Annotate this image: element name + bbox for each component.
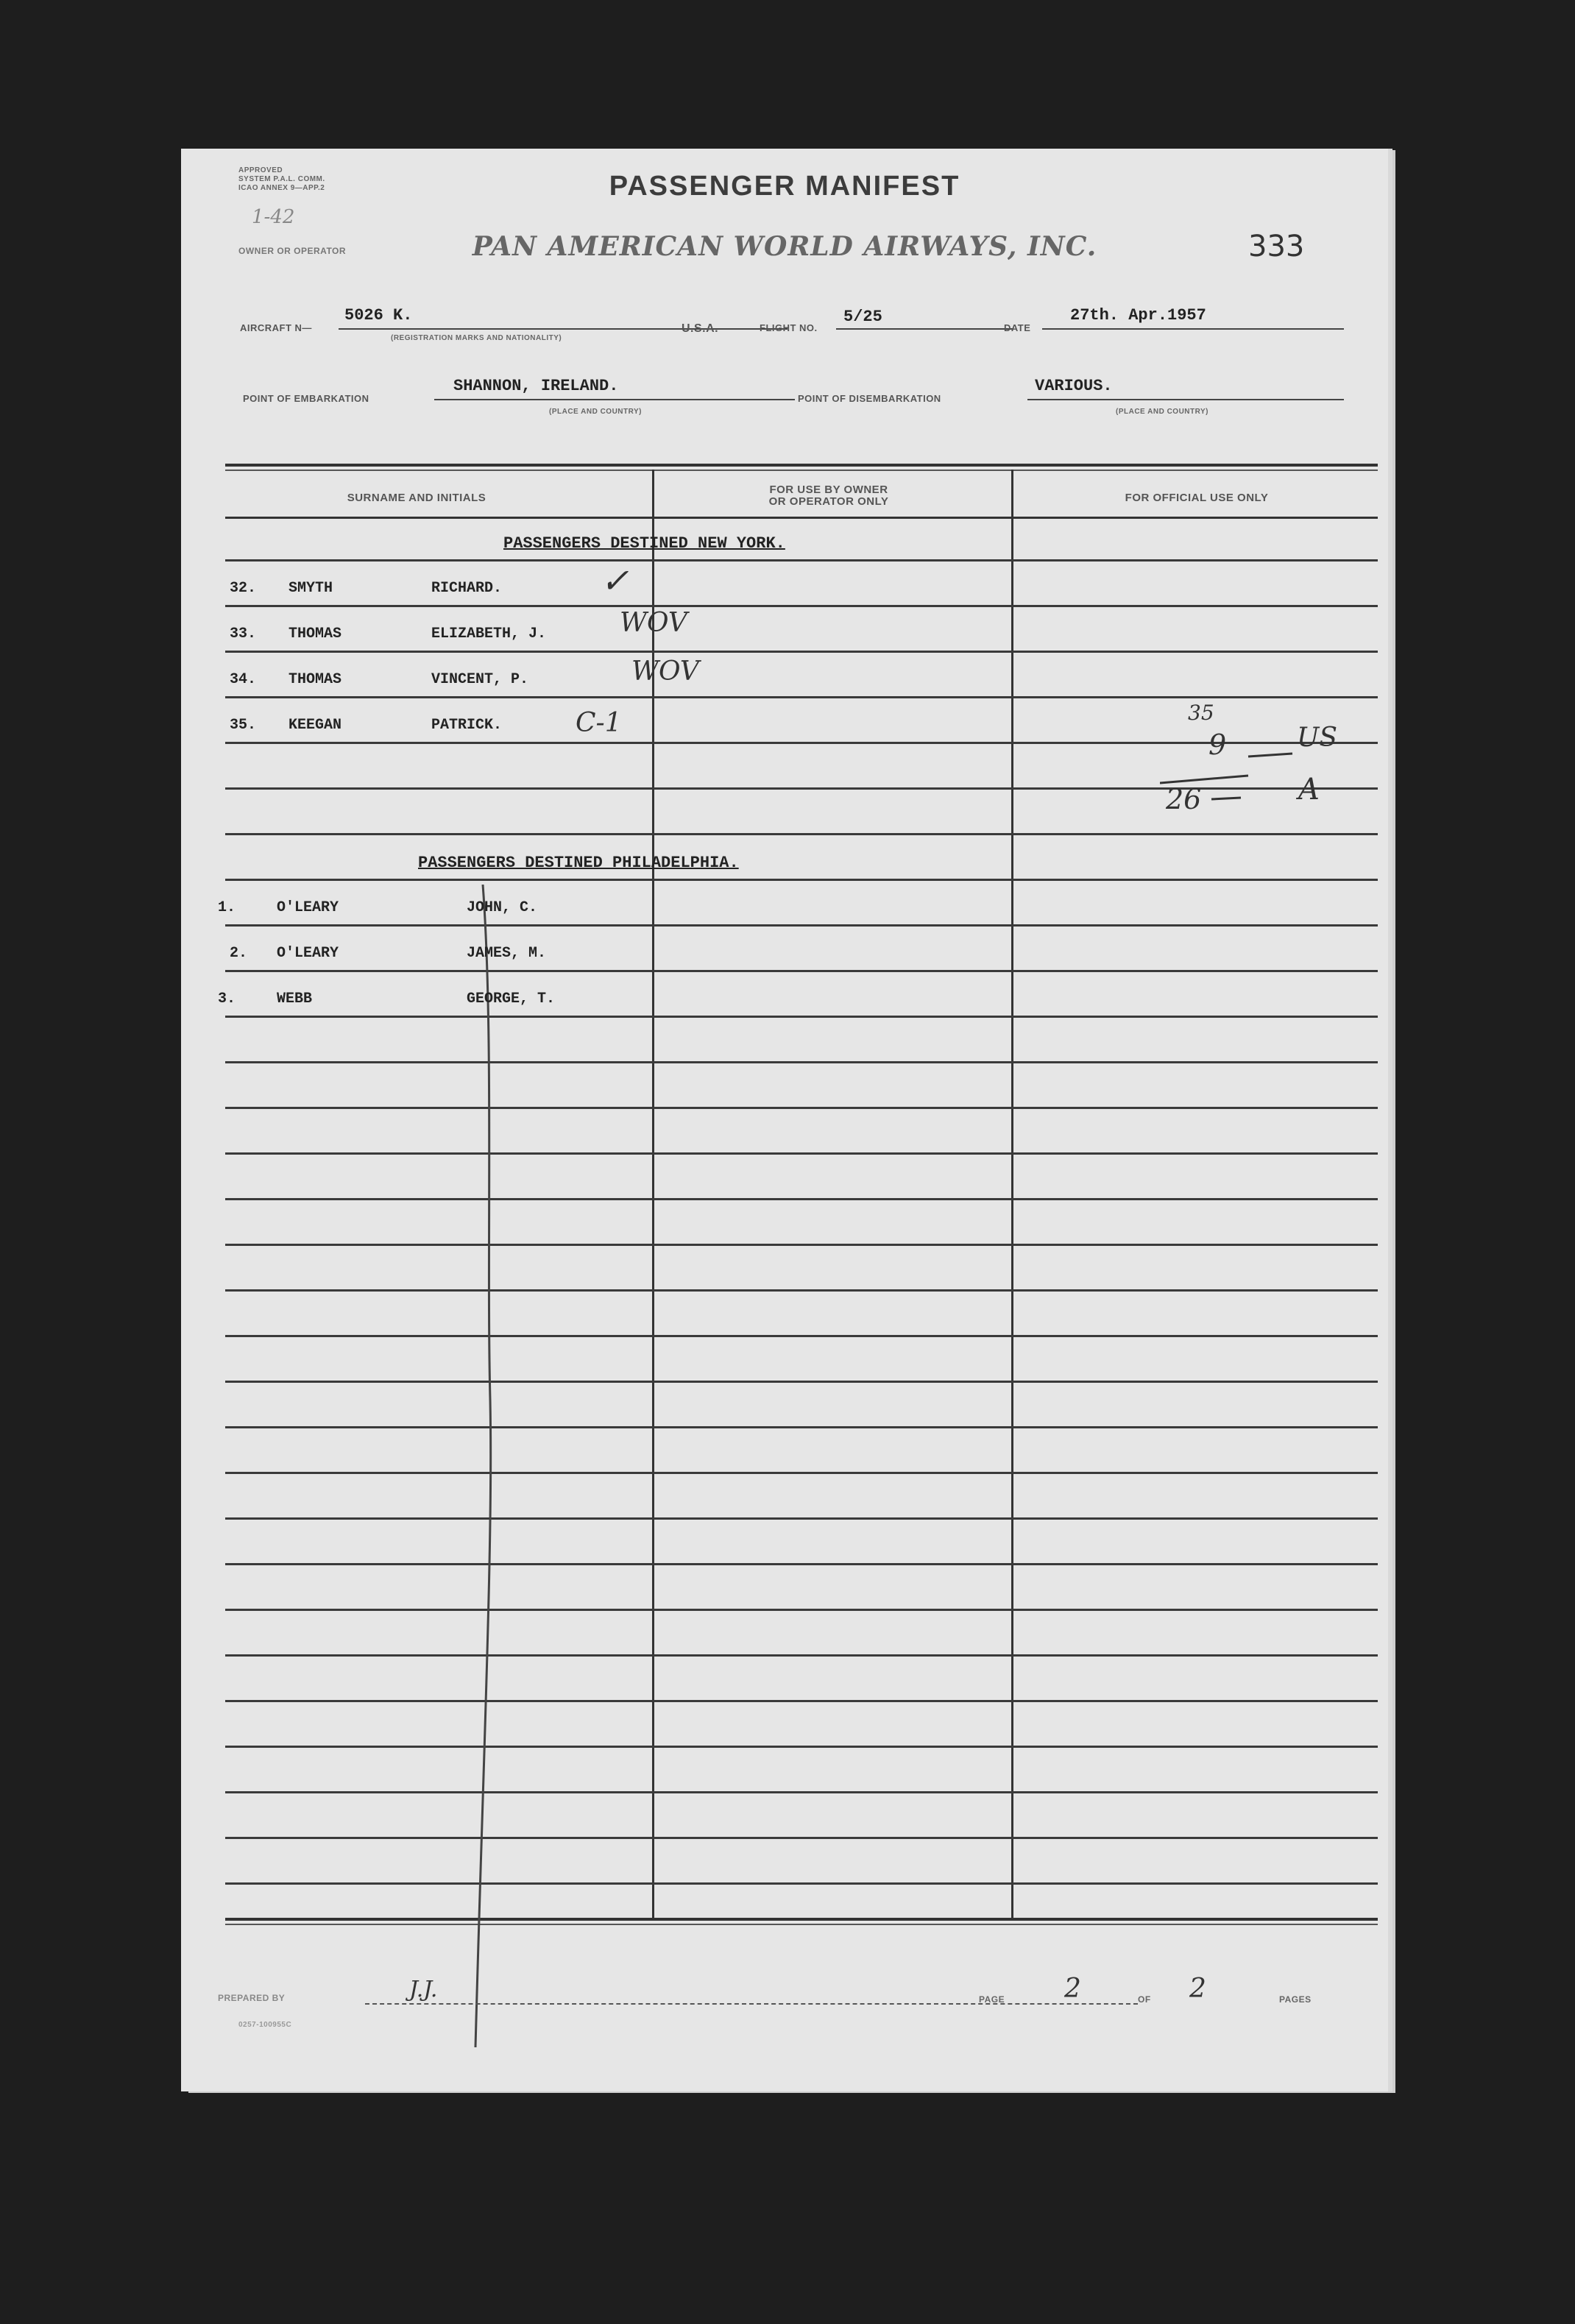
date-value: 27th. Apr.1957 [1070, 306, 1206, 325]
phl-row-num: 3. [218, 991, 236, 1007]
table-bottom-rule-2 [225, 1924, 1378, 1925]
philadelphia-heading: PASSENGERS DESTINED PHILADELPHIA. [418, 854, 739, 872]
airline-name: PAN AMERICAN WORLD AIRWAYS, INC. [472, 231, 1097, 262]
row-rule [225, 1152, 1378, 1155]
phl-row-surname: O'LEARY [277, 899, 339, 916]
row-rule [225, 1107, 1378, 1109]
pages-label: PAGES [1279, 1994, 1312, 2005]
date-underline [1042, 328, 1344, 330]
new-york-heading: PASSENGERS DESTINED NEW YORK. [503, 534, 785, 553]
of-label: OF [1138, 1994, 1151, 2005]
disembark-value: VARIOUS. [1035, 377, 1113, 395]
table-bottom-rule-1 [225, 1918, 1378, 1921]
row-rule [225, 924, 1378, 927]
row-rule [225, 1746, 1378, 1748]
col-official-header: FOR OFFICIAL USE ONLY [1125, 492, 1269, 504]
tally-top: 35 [1188, 701, 1214, 725]
col-surname-header: SURNAME AND INITIALS [347, 492, 486, 504]
col-owner-header-line-1: FOR USE BY OWNER [769, 483, 888, 496]
row-rule [225, 1882, 1378, 1885]
embark-sub: (PLACE AND COUNTRY) [549, 408, 642, 416]
flight-value: 5/25 [843, 308, 882, 326]
phl-row-num: 1. [218, 899, 236, 916]
row-rule [225, 1517, 1378, 1520]
row-rule [225, 1609, 1378, 1611]
row-rule [225, 605, 1378, 607]
ny-row-num: 32. [230, 580, 257, 597]
row-rule [225, 1198, 1378, 1200]
col-owner-header [652, 484, 1005, 508]
embark-underline [434, 399, 795, 400]
aircraft-sub: (REGISTRATION MARKS AND NATIONALITY) [391, 334, 562, 342]
page-value: 2 [1064, 1974, 1081, 2004]
ny-row-surname: SMYTH [289, 580, 333, 597]
phl-row-given: JOHN, C. [467, 899, 538, 916]
row-rule [225, 879, 1378, 881]
phl-row-given: JAMES, M. [467, 945, 547, 962]
table-top-rule-2 [225, 470, 1378, 471]
header-bottom-rule [225, 517, 1378, 519]
row-rule [225, 970, 1378, 972]
ny-row-num: 35. [230, 717, 257, 734]
row-rule [225, 1016, 1378, 1018]
ny-row-surname: THOMAS [289, 671, 342, 688]
aircraft-value: 5026 K. [344, 306, 413, 325]
row-rule [225, 1289, 1378, 1292]
ny-row-given: ELIZABETH, J. [431, 626, 547, 642]
phl-row-given: GEORGE, T. [467, 991, 556, 1007]
row-rule [225, 1244, 1378, 1246]
ny-row-num: 34. [230, 671, 257, 688]
phl-row-surname: O'LEARY [277, 945, 339, 962]
manifest-sheet [181, 149, 1388, 2091]
table-top-rule-1 [225, 464, 1378, 467]
aircraft-label: AIRCRAFT N— [240, 322, 312, 333]
ny-row-mark: ✓ [601, 561, 629, 601]
prepared-label: PREPARED BY [218, 1993, 286, 2003]
tally-middle-right: US [1297, 723, 1338, 753]
date-label: DATE [1004, 322, 1031, 333]
ny-row-mark: WOV [631, 656, 699, 687]
embark-value: SHANNON, IRELAND. [453, 377, 619, 395]
row-rule [225, 1654, 1378, 1657]
ny-row-mark: WOV [620, 608, 687, 638]
flight-underline [836, 328, 1013, 330]
country-label: U.S.A. [682, 322, 719, 335]
approved-line-2: SYSTEM P.A.L. COMM. [238, 175, 325, 183]
tally-bottom-left: 26 [1166, 783, 1202, 815]
owner-handwriting: 1-42 [252, 206, 295, 228]
row-rule [225, 1700, 1378, 1702]
of-value: 2 [1189, 1974, 1206, 2004]
row-rule [225, 833, 1378, 835]
col-owner-header-line-2: OR OPERATOR ONLY [768, 495, 889, 508]
row-rule [225, 1837, 1378, 1839]
hand-drawn-line [461, 885, 520, 2062]
ny-row-given: RICHARD. [431, 580, 503, 597]
page-stamp-number: 333 [1248, 230, 1305, 263]
prepared-underline [365, 2003, 1138, 2005]
approved-line-3: ICAO ANNEX 9—APP.2 [238, 184, 325, 192]
row-rule [225, 1426, 1378, 1428]
disembark-sub: (PLACE AND COUNTRY) [1116, 408, 1208, 416]
disembark-underline [1027, 399, 1344, 400]
row-rule [225, 1335, 1378, 1337]
flight-label: FLIGHT NO. [760, 322, 818, 333]
embark-label: POINT OF EMBARKATION [243, 393, 369, 404]
ny-row-mark: C-1 [576, 708, 622, 738]
prepared-value: J.J. [409, 1977, 438, 2002]
row-rule [225, 1381, 1378, 1383]
row-rule [225, 1563, 1378, 1565]
tally-middle-left: 9 [1208, 729, 1227, 761]
tally-bottom-right: A [1298, 773, 1320, 807]
disembark-label: POINT OF DISEMBARKATION [798, 393, 941, 404]
phl-row-surname: WEBB [277, 991, 313, 1007]
ny-row-num: 33. [230, 626, 257, 642]
approved-line-1: APPROVED [238, 166, 283, 174]
ny-row-surname: THOMAS [289, 626, 342, 642]
row-rule [225, 1472, 1378, 1474]
form-number: 0257-100955C [238, 2021, 292, 2029]
page-title: PASSENGER MANIFEST [609, 171, 960, 202]
row-rule [225, 696, 1378, 698]
ny-row-given: VINCENT, P. [431, 671, 529, 688]
owner-label: OWNER OR OPERATOR [238, 246, 347, 256]
phl-row-num: 2. [230, 945, 248, 962]
row-rule [225, 559, 1378, 561]
aircraft-underline [339, 328, 788, 330]
ny-row-given: PATRICK. [431, 717, 503, 734]
ny-row-surname: KEEGAN [289, 717, 342, 734]
row-rule [225, 1791, 1378, 1793]
row-rule [225, 651, 1378, 653]
row-rule [225, 1061, 1378, 1063]
page-label: PAGE [979, 1994, 1005, 2005]
